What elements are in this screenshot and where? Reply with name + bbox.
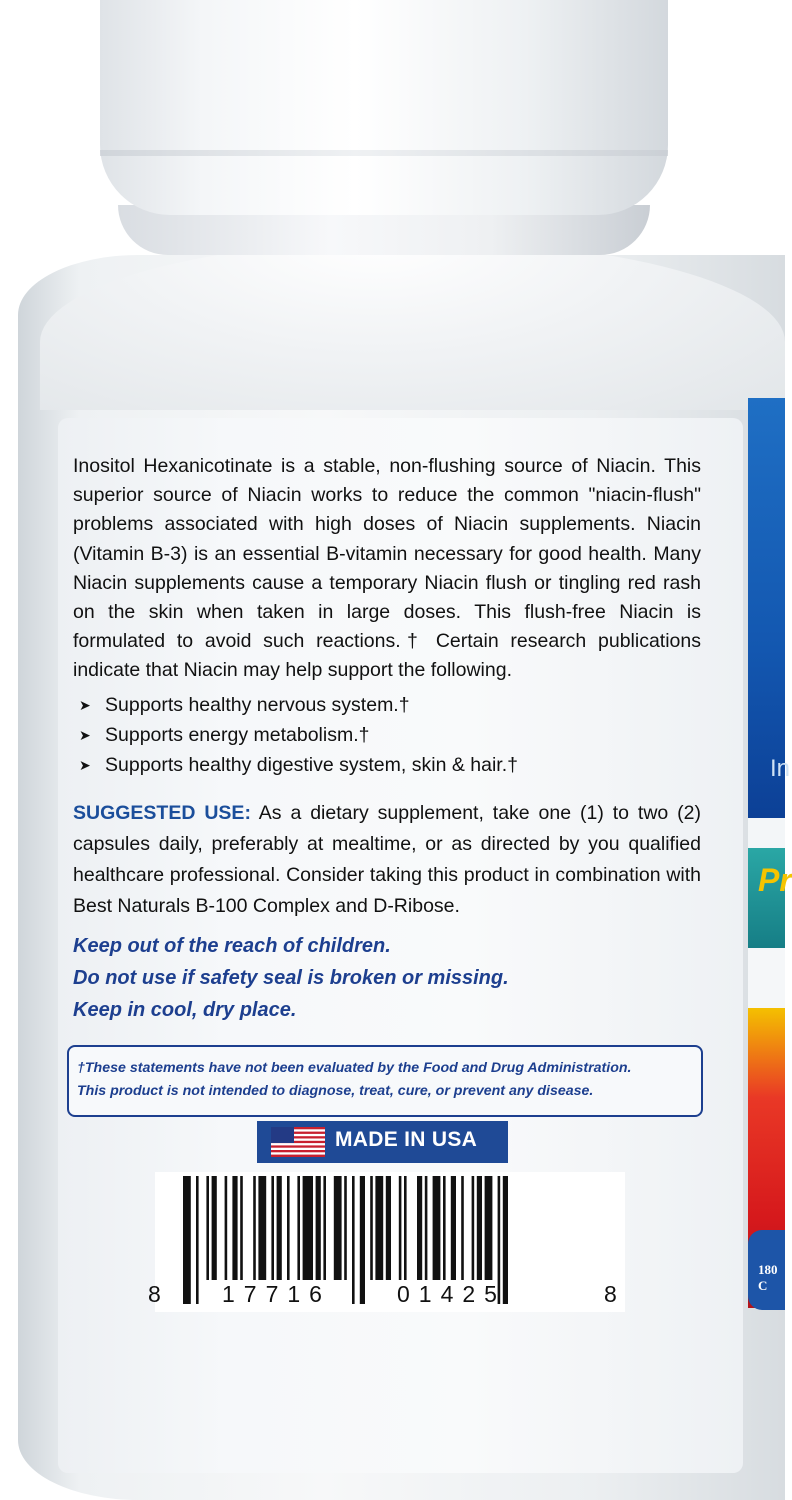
barcode-bar: [334, 1176, 342, 1280]
barcode-bar: [212, 1176, 217, 1280]
barcode-bar: [404, 1176, 407, 1280]
front-label-white-stripe-2: [748, 948, 785, 1008]
barcode-bar: [425, 1176, 428, 1280]
suggested-use-label: SUGGESTED USE:: [73, 801, 251, 824]
bullet-arrow-icon: ➤: [79, 726, 91, 743]
front-label-fragment-1: In: [770, 755, 791, 782]
barcode-bar: [443, 1176, 446, 1280]
barcode-bar: [258, 1176, 266, 1280]
barcode-left-digit: 8: [148, 1281, 170, 1307]
bullet-arrow-icon: ➤: [79, 756, 91, 773]
barcode-bar: [183, 1176, 191, 1304]
barcode-bar: [477, 1176, 482, 1280]
made-in-usa-text: MADE IN USA: [335, 1128, 478, 1151]
barcode-bar: [232, 1176, 237, 1280]
barcode-bar: [271, 1176, 274, 1280]
suggested-use: [73, 798, 701, 922]
benefit-text: Supports healthy digestive system, skin & hair.†: [105, 753, 518, 776]
product-description: Inositol Hexanicotinate is a stable, non-flushing source of Niacin. This superior source of Niacin works to reduce the common "niacin-flush" problems associated with high doses of Niacin supplements. Niacin (Vitamin B-3) is an essential B-vitamin necessary for good health. Many Niacin supplements cause a temporary Niacin flush or tingling red rash on the skin when taken in large doses. This flush-free Niacin is formulated to avoid such reactions.† Certain research publications indicate that Niacin may help support the following.: [73, 455, 701, 682]
back-label-content: [73, 452, 701, 1026]
benefit-item: [79, 720, 701, 750]
barcode-group-2: 01425: [397, 1281, 506, 1307]
barcode-bar: [360, 1176, 365, 1304]
fda-disclaimer-box: [67, 1045, 703, 1117]
barcode-bar: [399, 1176, 402, 1280]
front-label-white-stripe: [748, 818, 785, 848]
barcode-bar: [370, 1176, 373, 1280]
cap-ridge: [100, 150, 668, 156]
barcode-bar: [433, 1176, 441, 1280]
barcode-bar: [472, 1176, 475, 1280]
disclaimer-line-2: This product is not intended to diagnose, treat, cure, or prevent any disease.: [77, 1083, 594, 1099]
barcode-bar: [386, 1176, 391, 1280]
barcode-group-1: 17716: [222, 1281, 331, 1307]
barcode-bar: [287, 1176, 290, 1280]
barcode-bar: [344, 1176, 347, 1280]
disclaimer-line-1: †These statements have not been evaluated by the Food and Drug Administration.: [77, 1060, 632, 1076]
barcode-bar: [253, 1176, 256, 1280]
barcode-bar: [303, 1176, 313, 1280]
benefit-text: Supports energy metabolism.†: [105, 723, 370, 746]
benefit-list: [79, 690, 701, 780]
benefit-item: [79, 750, 701, 780]
barcode-bar: [323, 1176, 326, 1280]
barcode-bar: [375, 1176, 383, 1280]
warnings: [73, 930, 701, 1026]
barcode-bar: [297, 1176, 300, 1280]
barcode-bar: [485, 1176, 493, 1280]
bullet-arrow-icon: ➤: [79, 696, 91, 713]
front-label-fragment-2: Pr: [758, 862, 792, 898]
barcode-right-digit: 8: [604, 1281, 626, 1307]
warning-children: Keep out of the reach of children.: [73, 934, 391, 957]
barcode-bar: [352, 1176, 355, 1304]
barcode-bar: [277, 1176, 282, 1280]
made-in-usa-badge: [257, 1121, 508, 1163]
benefit-item: [79, 690, 701, 720]
suggested-use-text: As a dietary supplement, take one (1) to two (2) capsules daily, preferably at mealtime, or as directed by you qualified healthcare professional. Consider taking this product in combination with Best Naturals B-100 Complex and D-Ribose.: [73, 801, 701, 917]
warning-storage: Keep in cool, dry place.: [73, 998, 297, 1021]
barcode-bar: [417, 1176, 422, 1280]
barcode-bar: [206, 1176, 209, 1280]
warning-seal: Do not use if safety seal is broken or missing.: [73, 966, 509, 989]
us-flag-icon: [271, 1127, 325, 1157]
barcode-bar: [240, 1176, 243, 1280]
benefit-text: Supports healthy nervous system.†: [105, 693, 410, 716]
barcode-bar: [461, 1176, 464, 1280]
barcode-bar: [196, 1176, 199, 1304]
bottle-cap: [100, 0, 668, 215]
barcode-bar: [316, 1176, 321, 1280]
barcode-bar: [451, 1176, 456, 1280]
front-label-fragment-3: 180 C: [758, 1262, 778, 1293]
barcode-bar: [225, 1176, 228, 1280]
